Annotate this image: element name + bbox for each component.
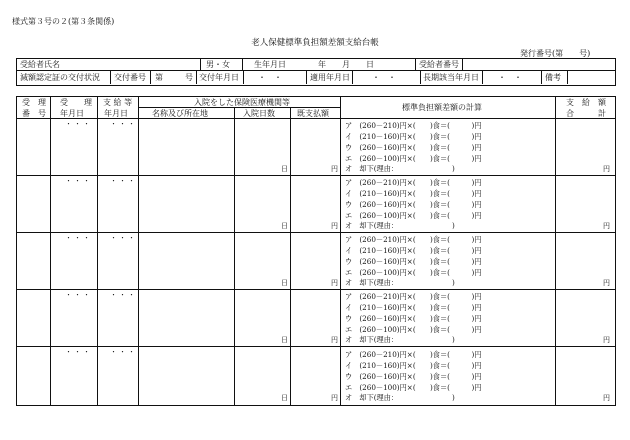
calc-line: ウ (260－160)円×( )食＝( )円: [345, 372, 482, 381]
calc-line: オ 却下(理由： ): [345, 393, 455, 402]
issue-date-label: 交付年月日: [199, 73, 239, 82]
info-vline: [242, 58, 243, 70]
info-vline: [243, 70, 244, 84]
receipt-date-cell: ・・・: [65, 234, 92, 242]
calc-line: エ (260－100)円×( )食＝( )円: [345, 325, 482, 334]
days-unit: 日: [281, 165, 288, 173]
receipt-no-header-top: 受 理: [22, 98, 46, 107]
calc-line: イ (210－160)円×( )食＝( )円: [345, 246, 482, 255]
header-subdivider: [138, 107, 340, 108]
form-code: 様式第３号の２(第３条関係): [12, 17, 115, 26]
calc-line: ウ (260－160)円×( )食＝( )円: [345, 257, 482, 266]
calc-line: オ 却下(理由： ): [345, 221, 455, 230]
remarks-label: 備考: [545, 73, 561, 82]
receipt-date-cell: ・・・: [65, 348, 92, 356]
long-term-label: 長期該当年月日: [423, 73, 479, 82]
issue-number-suffix: 号: [185, 73, 193, 82]
total-header-top: 支 給 額: [566, 98, 606, 107]
pay-date-cell: ・・・: [110, 120, 137, 128]
calc-line: ア (260－210)円×( )食＝( )円: [345, 292, 482, 301]
issue-date-value: ・ ・: [258, 73, 282, 82]
calc-line: イ (210－160)円×( )食＝( )円: [345, 303, 482, 312]
info-vline: [541, 70, 542, 84]
total-unit: 円: [603, 394, 610, 402]
row-separator: [16, 346, 615, 347]
paid-header: 既支払額: [297, 109, 329, 118]
info-vline: [415, 58, 416, 70]
pay-date-cell: ・・・: [110, 348, 137, 356]
info-vline: [482, 70, 483, 84]
receipt-date-cell: ・・・: [65, 120, 92, 128]
pay-date-cell: ・・・: [110, 291, 137, 299]
paid-unit: 円: [331, 336, 338, 344]
info-vline: [462, 58, 463, 70]
recipient-no-label: 受給者番号: [419, 60, 459, 69]
gender-label: 男・女: [206, 60, 230, 69]
total-header-bottom: 合 計: [566, 109, 606, 118]
calc-line: エ (260－100)円×( )食＝( )円: [345, 383, 482, 392]
days-header: 入院日数: [243, 109, 275, 118]
hospital-group-header: 入院をした保険医療機関等: [194, 98, 290, 107]
calc-line: ウ (260－160)円×( )食＝( )円: [345, 200, 482, 209]
total-unit: 円: [603, 165, 610, 173]
calc-line: オ 却下(理由： ): [345, 335, 455, 344]
paid-unit: 円: [331, 394, 338, 402]
calc-line: エ (260－100)円×( )食＝( )円: [345, 154, 482, 163]
calc-line: イ (210－160)円×( )食＝( )円: [345, 132, 482, 141]
calc-line: イ (210－160)円×( )食＝( )円: [345, 189, 482, 198]
row-separator: [16, 289, 615, 290]
total-unit: 円: [603, 336, 610, 344]
apply-date-value: ・ ・: [372, 73, 396, 82]
issue-number-prefix: 第: [155, 73, 163, 82]
header-bottom-line: [16, 118, 615, 119]
days-unit: 日: [281, 394, 288, 402]
receipt-date-cell: ・・・: [65, 291, 92, 299]
page-title: 老人保健標準負担額差額支給台帳: [251, 38, 379, 48]
ledger-vline: [555, 96, 556, 405]
ledger-vline: [50, 96, 51, 405]
info-vline: [306, 70, 307, 84]
days-unit: 日: [281, 222, 288, 230]
total-unit: 円: [603, 222, 610, 230]
info-vline: [420, 70, 421, 84]
calc-line: イ (210－160)円×( )食＝( )円: [345, 361, 482, 370]
total-unit: 円: [603, 279, 610, 287]
apply-date-label: 適用年月日: [310, 73, 350, 82]
calc-line: オ 却下(理由： ): [345, 164, 455, 173]
pay-date-header-top: 支 給 等: [103, 98, 133, 107]
calc-line: ア (260－210)円×( )食＝( )円: [345, 178, 482, 187]
info-vline: [196, 70, 197, 84]
days-unit: 日: [281, 279, 288, 287]
receipt-date-cell: ・・・: [65, 177, 92, 185]
reduction-label: 減額認定証の交付状況: [20, 73, 100, 82]
calc-line: オ 却下(理由： ): [345, 278, 455, 287]
issue-number-field-label: 交付番号: [114, 73, 146, 82]
pay-date-cell: ・・・: [110, 177, 137, 185]
days-unit: 日: [281, 336, 288, 344]
recipient-name-label: 受給者氏名: [20, 60, 60, 69]
issue-number-label: 発行番号(第 号): [520, 49, 591, 58]
calc-header: 標準負担額差額の計算: [402, 103, 482, 112]
paid-unit: 円: [331, 165, 338, 173]
long-term-value: ・ ・: [498, 73, 522, 82]
paid-unit: 円: [331, 279, 338, 287]
calc-line: エ (260－100)円×( )食＝( )円: [345, 211, 482, 220]
info-vline: [110, 70, 111, 84]
calc-line: ウ (260－160)円×( )食＝( )円: [345, 143, 482, 152]
ledger-vline: [290, 107, 291, 405]
pay-date-header-bottom: 年月日: [104, 109, 128, 118]
ledger-vline: [97, 96, 98, 405]
info-vline: [352, 70, 353, 84]
pay-date-cell: ・・・: [110, 234, 137, 242]
receipt-date-header-bottom: 年月日: [60, 109, 84, 118]
receipt-no-header-bottom: 番 号: [22, 109, 46, 118]
birth-value: 年 月 日: [318, 60, 374, 69]
birth-label: 生年月日: [254, 60, 286, 69]
receipt-date-header-top: 受 理: [60, 98, 92, 107]
info-vline: [567, 70, 568, 84]
calc-line: ア (260－210)円×( )食＝( )円: [345, 235, 482, 244]
calc-line: ウ (260－160)円×( )食＝( )円: [345, 314, 482, 323]
info-vline: [200, 58, 201, 70]
ledger-border: [16, 96, 616, 406]
ledger-vline: [138, 96, 139, 405]
row-separator: [16, 175, 615, 176]
hospital-name-header: 名称及び所在地: [152, 109, 208, 118]
calc-line: ア (260－210)円×( )食＝( )円: [345, 350, 482, 359]
ledger-vline: [340, 96, 341, 405]
info-vline: [150, 70, 151, 84]
ledger-vline: [234, 107, 235, 405]
calc-line: エ (260－100)円×( )食＝( )円: [345, 268, 482, 277]
row-separator: [16, 232, 615, 233]
calc-line: ア (260－210)円×( )食＝( )円: [345, 121, 482, 130]
info-divider: [16, 70, 615, 71]
paid-unit: 円: [331, 222, 338, 230]
